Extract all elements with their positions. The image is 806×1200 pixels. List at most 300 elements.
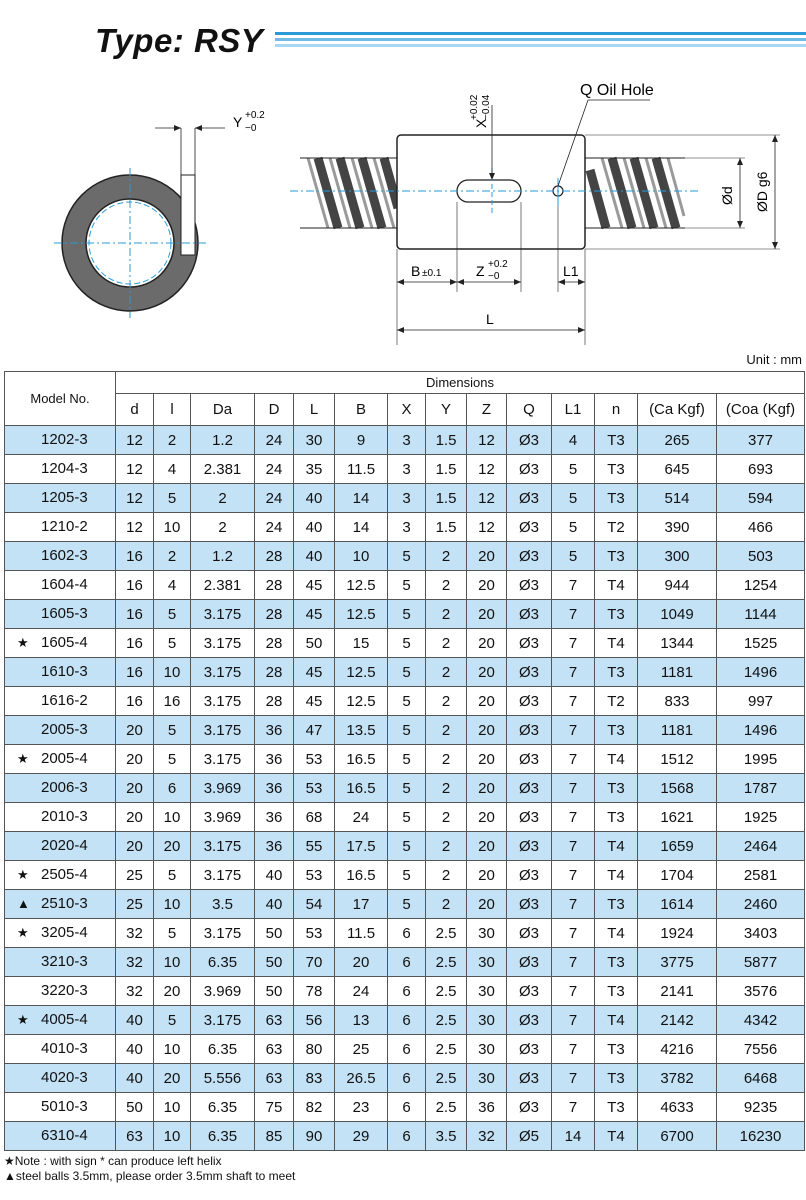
table-cell: 7 — [552, 832, 595, 861]
model-number: 1604-4 — [41, 576, 88, 593]
table-cell: 5 — [154, 629, 191, 658]
table-cell: 6 — [388, 948, 426, 977]
table-cell: 16 — [116, 629, 154, 658]
table-cell: 30 — [467, 948, 507, 977]
table-cell: T4 — [595, 919, 638, 948]
table-cell: 16 — [116, 600, 154, 629]
table-cell: 20 — [467, 571, 507, 600]
table-cell: 12 — [467, 455, 507, 484]
x-tol-upper: +0.02 — [469, 94, 480, 120]
table-cell: 10 — [154, 1093, 191, 1122]
table-cell: 1.2 — [191, 426, 255, 455]
table-cell: 6 — [388, 919, 426, 948]
table-cell: 12 — [116, 455, 154, 484]
model-mark: ★ — [17, 751, 29, 766]
table-cell: 5 — [388, 803, 426, 832]
table-cell: 7 — [552, 571, 595, 600]
table-cell: 1.5 — [426, 455, 467, 484]
model-cell — [5, 1035, 116, 1064]
model-number: 2510-3 — [41, 895, 88, 912]
table-cell: 85 — [255, 1122, 294, 1151]
table-cell: 14 — [335, 484, 388, 513]
x-tol-lower: −0.04 — [481, 94, 492, 120]
table-cell: 1787 — [717, 774, 805, 803]
table-row — [5, 1122, 805, 1151]
table-cell: 7 — [552, 600, 595, 629]
model-header: Model No. — [5, 372, 116, 426]
table-cell: 45 — [294, 600, 335, 629]
table-cell: 5877 — [717, 948, 805, 977]
table-cell: 1512 — [638, 745, 717, 774]
table-cell: 7 — [552, 658, 595, 687]
model-cell — [5, 803, 116, 832]
model-cell — [5, 426, 116, 455]
table-cell: 23 — [335, 1093, 388, 1122]
table-cell: 10 — [154, 803, 191, 832]
table-cell: 1568 — [638, 774, 717, 803]
table-cell: 390 — [638, 513, 717, 542]
table-cell: T3 — [595, 716, 638, 745]
table-cell: Ø3 — [507, 1006, 552, 1035]
column-header: l — [154, 394, 191, 426]
table-cell: 7 — [552, 919, 595, 948]
table-cell: 6700 — [638, 1122, 717, 1151]
table-cell: 6.35 — [191, 1122, 255, 1151]
table-cell: 5 — [154, 600, 191, 629]
table-cell: T4 — [595, 571, 638, 600]
table-cell: 6468 — [717, 1064, 805, 1093]
table-cell: 24 — [255, 426, 294, 455]
table-cell: 82 — [294, 1093, 335, 1122]
table-cell: 36 — [255, 774, 294, 803]
y-label: Y — [233, 114, 243, 130]
table-cell: 1.5 — [426, 513, 467, 542]
table-cell: 20 — [116, 745, 154, 774]
table-cell: 503 — [717, 542, 805, 571]
table-row — [5, 600, 805, 629]
table-cell: 1621 — [638, 803, 717, 832]
model-number: 3205-4 — [41, 924, 88, 941]
model-mark: ★ — [17, 1012, 29, 1027]
table-cell: 2 — [426, 803, 467, 832]
table-cell: 45 — [294, 687, 335, 716]
table-cell: 78 — [294, 977, 335, 1006]
table-cell: 594 — [717, 484, 805, 513]
table-cell: 20 — [116, 803, 154, 832]
table-cell: 5 — [388, 658, 426, 687]
table-cell: 25 — [116, 890, 154, 919]
table-cell: 3.969 — [191, 803, 255, 832]
table-cell: 13.5 — [335, 716, 388, 745]
table-cell: 50 — [255, 919, 294, 948]
table-cell: 2 — [426, 658, 467, 687]
table-cell: 24 — [335, 977, 388, 1006]
table-cell: T3 — [595, 803, 638, 832]
page-title: Type: RSY — [95, 22, 264, 59]
table-cell: 10 — [335, 542, 388, 571]
table-cell: 7 — [552, 687, 595, 716]
table-cell: 5 — [388, 629, 426, 658]
table-cell: 3775 — [638, 948, 717, 977]
D-label: ØD g6 — [754, 171, 770, 212]
table-cell: 40 — [255, 890, 294, 919]
table-cell: 6 — [388, 1122, 426, 1151]
y-tol-upper: +0.2 — [245, 110, 265, 121]
table-cell: 53 — [294, 919, 335, 948]
table-cell: 4 — [552, 426, 595, 455]
table-cell: 7 — [552, 774, 595, 803]
table-cell: 20 — [116, 832, 154, 861]
table-cell: 47 — [294, 716, 335, 745]
table-cell: 53 — [294, 745, 335, 774]
model-number: 2010-3 — [41, 808, 88, 825]
model-number: 1204-3 — [41, 460, 88, 477]
table-cell: Ø3 — [507, 426, 552, 455]
table-cell: 5 — [154, 484, 191, 513]
table-body — [5, 426, 805, 1151]
table-cell: 2.5 — [426, 1093, 467, 1122]
table-cell: 5 — [388, 890, 426, 919]
d-label: Ød — [719, 186, 735, 205]
table-cell: 17 — [335, 890, 388, 919]
table-cell: 3 — [388, 426, 426, 455]
table-cell: 2 — [154, 426, 191, 455]
model-number: 1605-4 — [41, 634, 88, 651]
table-cell: 3.175 — [191, 745, 255, 774]
table-cell: 16.5 — [335, 861, 388, 890]
table-row — [5, 832, 805, 861]
table-cell: 7 — [552, 977, 595, 1006]
column-header: (Ca Kgf) — [638, 394, 717, 426]
table-cell: 1254 — [717, 571, 805, 600]
model-cell — [5, 890, 116, 919]
table-cell: 5 — [388, 745, 426, 774]
table-cell: 10 — [154, 890, 191, 919]
table-cell: 20 — [467, 658, 507, 687]
table-cell: T4 — [595, 861, 638, 890]
table-cell: 1614 — [638, 890, 717, 919]
table-cell: 40 — [294, 542, 335, 571]
table-cell: Ø3 — [507, 1093, 552, 1122]
table-row — [5, 1006, 805, 1035]
table-cell: 9 — [335, 426, 388, 455]
table-cell: 80 — [294, 1035, 335, 1064]
note-steel-balls: ▲steel balls 3.5mm, please order 3.5mm shaft to meet — [4, 1169, 296, 1183]
table-cell: 35 — [294, 455, 335, 484]
model-cell — [5, 832, 116, 861]
model-cell — [5, 861, 116, 890]
table-cell: 2464 — [717, 832, 805, 861]
table-cell: 3.175 — [191, 716, 255, 745]
y-tol-lower: −0 — [245, 123, 257, 134]
table-cell: 5 — [154, 861, 191, 890]
table-cell: T3 — [595, 977, 638, 1006]
table-cell: T3 — [595, 948, 638, 977]
table-cell: 3.175 — [191, 687, 255, 716]
table-cell: Ø3 — [507, 1035, 552, 1064]
table-cell: 83 — [294, 1064, 335, 1093]
table-cell: 3.175 — [191, 861, 255, 890]
table-cell: 5 — [388, 542, 426, 571]
model-cell — [5, 513, 116, 542]
table-cell: Ø3 — [507, 542, 552, 571]
z-tol-upper: +0.2 — [488, 259, 508, 270]
model-cell — [5, 571, 116, 600]
table-cell: Ø3 — [507, 977, 552, 1006]
model-cell — [5, 1064, 116, 1093]
table-cell: 63 — [255, 1064, 294, 1093]
table-cell: 32 — [116, 977, 154, 1006]
dimensions-header: Dimensions — [116, 372, 805, 394]
screw-left — [300, 158, 398, 228]
model-cell — [5, 1122, 116, 1151]
model-number: 2020-4 — [41, 837, 88, 854]
table-cell: 3.5 — [426, 1122, 467, 1151]
table-cell: 40 — [294, 484, 335, 513]
table-cell: T3 — [595, 774, 638, 803]
table-cell: 70 — [294, 948, 335, 977]
table-cell: 4342 — [717, 1006, 805, 1035]
table-cell: 5 — [552, 513, 595, 542]
table-cell: 3 — [388, 455, 426, 484]
technical-drawing — [0, 60, 806, 365]
table-cell: 25 — [335, 1035, 388, 1064]
table-cell: 30 — [467, 919, 507, 948]
model-cell — [5, 774, 116, 803]
model-cell — [5, 455, 116, 484]
model-number: 2006-3 — [41, 779, 88, 796]
table-cell: 3.5 — [191, 890, 255, 919]
model-cell — [5, 1093, 116, 1122]
table-cell: 30 — [467, 977, 507, 1006]
table-cell: 40 — [255, 861, 294, 890]
screw-right — [585, 158, 685, 228]
table-cell: 10 — [154, 658, 191, 687]
table-cell: 3782 — [638, 1064, 717, 1093]
model-cell — [5, 716, 116, 745]
table-cell: 12 — [116, 484, 154, 513]
table-cell: 4 — [154, 571, 191, 600]
table-cell: 1995 — [717, 745, 805, 774]
model-number: 2505-4 — [41, 866, 88, 883]
table-cell: 53 — [294, 861, 335, 890]
table-cell: T3 — [595, 542, 638, 571]
model-cell — [5, 629, 116, 658]
column-header: B — [335, 394, 388, 426]
table-row — [5, 629, 805, 658]
table-cell: Ø3 — [507, 919, 552, 948]
table-cell: 3.175 — [191, 919, 255, 948]
table-cell: 1525 — [717, 629, 805, 658]
table-cell: 12.5 — [335, 687, 388, 716]
model-number: 1205-3 — [41, 489, 88, 506]
table-cell: T3 — [595, 1035, 638, 1064]
table-cell: 5 — [388, 716, 426, 745]
table-cell: 20 — [467, 890, 507, 919]
table-cell: 28 — [255, 687, 294, 716]
table-row — [5, 513, 805, 542]
table-cell: 2.5 — [426, 1064, 467, 1093]
table-row — [5, 745, 805, 774]
table-cell: 16 — [116, 542, 154, 571]
table-cell: 1344 — [638, 629, 717, 658]
table-cell: 32 — [116, 948, 154, 977]
table-cell: 3 — [388, 513, 426, 542]
table-cell: 6 — [154, 774, 191, 803]
table-cell: 36 — [255, 745, 294, 774]
model-cell — [5, 948, 116, 977]
table-cell: 3.175 — [191, 832, 255, 861]
table-cell: 28 — [255, 600, 294, 629]
model-cell — [5, 687, 116, 716]
table-cell: 2460 — [717, 890, 805, 919]
model-cell — [5, 745, 116, 774]
column-header: n — [595, 394, 638, 426]
table-cell: 2.5 — [426, 1035, 467, 1064]
table-cell: 1181 — [638, 716, 717, 745]
table-cell: T3 — [595, 890, 638, 919]
table-cell: 3.175 — [191, 658, 255, 687]
table-cell: 5 — [552, 484, 595, 513]
table-cell: Ø3 — [507, 716, 552, 745]
table-cell: 6.35 — [191, 948, 255, 977]
table-cell: T4 — [595, 1122, 638, 1151]
model-number: 4020-3 — [41, 1069, 88, 1086]
column-header: Da — [191, 394, 255, 426]
table-cell: 5 — [154, 919, 191, 948]
table-cell: 63 — [116, 1122, 154, 1151]
l-label: L — [486, 311, 494, 327]
table-cell: 3.175 — [191, 1006, 255, 1035]
table-row — [5, 571, 805, 600]
table-cell: 20 — [467, 803, 507, 832]
model-mark: ▲ — [17, 896, 30, 911]
note-left-helix: ★Note : with sign * can produce left helix — [4, 1154, 222, 1168]
table-cell: 693 — [717, 455, 805, 484]
table-cell: 20 — [467, 600, 507, 629]
table-cell: T4 — [595, 1006, 638, 1035]
table-cell: 2.381 — [191, 571, 255, 600]
table-cell: 7556 — [717, 1035, 805, 1064]
table-cell: T2 — [595, 687, 638, 716]
specification-table — [4, 371, 805, 1151]
table-cell: 32 — [467, 1122, 507, 1151]
table-cell: 30 — [467, 1035, 507, 1064]
model-cell — [5, 484, 116, 513]
column-header-row — [5, 394, 805, 426]
table-cell: 2 — [426, 745, 467, 774]
l1-label: L1 — [563, 263, 579, 279]
table-cell: 2 — [426, 687, 467, 716]
table-cell: 10 — [154, 948, 191, 977]
table-row — [5, 1064, 805, 1093]
table-cell: 40 — [116, 1006, 154, 1035]
title-decoration-bar — [275, 32, 806, 54]
table-cell: 90 — [294, 1122, 335, 1151]
table-cell: 833 — [638, 687, 717, 716]
table-cell: 29 — [335, 1122, 388, 1151]
table-cell: 2 — [426, 890, 467, 919]
b-tol: ±0.1 — [422, 268, 442, 279]
table-cell: 265 — [638, 426, 717, 455]
table-cell: 6 — [388, 1006, 426, 1035]
model-number: 4005-4 — [41, 1011, 88, 1028]
table-cell: 7 — [552, 948, 595, 977]
end-view — [54, 125, 225, 318]
table-cell: 5 — [388, 774, 426, 803]
table-cell: Ø3 — [507, 774, 552, 803]
table-cell: 30 — [294, 426, 335, 455]
table-cell: 12.5 — [335, 571, 388, 600]
table-cell: 1496 — [717, 716, 805, 745]
table-cell: 2 — [154, 542, 191, 571]
table-cell: 7 — [552, 803, 595, 832]
table-cell: 24 — [255, 455, 294, 484]
table-cell: 11.5 — [335, 919, 388, 948]
table-row — [5, 1035, 805, 1064]
table-cell: 20 — [154, 977, 191, 1006]
table-cell: 50 — [255, 977, 294, 1006]
table-cell: 16 — [154, 687, 191, 716]
table-row — [5, 716, 805, 745]
table-cell: 2.5 — [426, 948, 467, 977]
table-cell: T4 — [595, 832, 638, 861]
table-cell: 11.5 — [335, 455, 388, 484]
model-number: 5010-3 — [41, 1098, 88, 1115]
z-label: Z — [476, 263, 485, 279]
table-cell: 2 — [426, 832, 467, 861]
table-cell: 16.5 — [335, 774, 388, 803]
table-cell: 2 — [191, 513, 255, 542]
table-row — [5, 803, 805, 832]
table-cell: 3576 — [717, 977, 805, 1006]
table-cell: 2 — [426, 600, 467, 629]
table-cell: 1181 — [638, 658, 717, 687]
table-cell: 20 — [154, 832, 191, 861]
table-cell: 54 — [294, 890, 335, 919]
table-cell: 12 — [467, 513, 507, 542]
table-cell: 5 — [388, 861, 426, 890]
table-cell: 16.5 — [335, 745, 388, 774]
table-cell: 10 — [154, 1035, 191, 1064]
table-cell: 14 — [335, 513, 388, 542]
table-cell: 1704 — [638, 861, 717, 890]
table-cell: 997 — [717, 687, 805, 716]
table-cell: 12.5 — [335, 658, 388, 687]
column-header: (Coa (Kgf) — [717, 394, 805, 426]
table-cell: Ø5 — [507, 1122, 552, 1151]
table-cell: 36 — [255, 803, 294, 832]
table-row — [5, 977, 805, 1006]
table-cell: 6.35 — [191, 1035, 255, 1064]
table-row — [5, 861, 805, 890]
table-cell: 1659 — [638, 832, 717, 861]
table-cell: 7 — [552, 716, 595, 745]
table-cell: 50 — [116, 1093, 154, 1122]
column-header: Y — [426, 394, 467, 426]
table-cell: Ø3 — [507, 571, 552, 600]
model-number: 3220-3 — [41, 982, 88, 999]
table-cell: 20 — [467, 629, 507, 658]
table-cell: 466 — [717, 513, 805, 542]
model-mark: ★ — [17, 925, 29, 940]
table-cell: 68 — [294, 803, 335, 832]
table-row — [5, 948, 805, 977]
model-number: 6310-4 — [41, 1127, 88, 1144]
table-cell: T3 — [595, 1093, 638, 1122]
table-cell: 20 — [467, 716, 507, 745]
table-cell: 1.2 — [191, 542, 255, 571]
